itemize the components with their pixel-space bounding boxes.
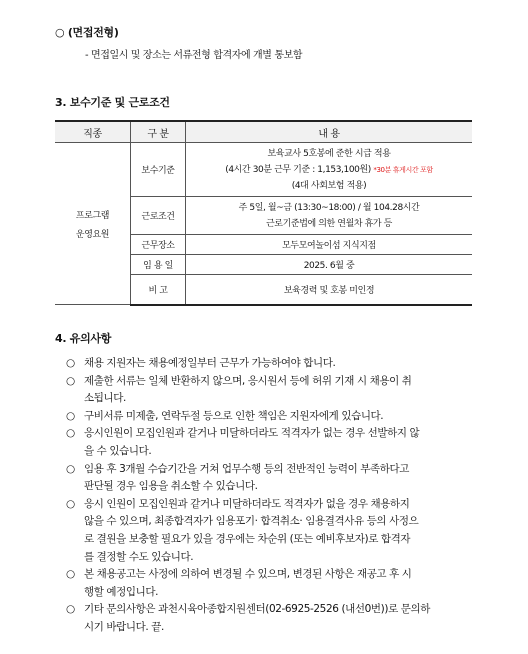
section3-heading: 3. 보수기준 및 근로조건 — [55, 96, 170, 109]
content-line-wrap — [186, 162, 472, 178]
interview-note: - 면접일시 및 장소는 서류전형 합격자에 개별 통보함 — [85, 50, 303, 61]
note-line — [66, 408, 486, 426]
note-line — [66, 566, 486, 584]
note-line — [66, 373, 486, 391]
circle-bullet: ○ — [66, 497, 75, 510]
note-line — [66, 461, 486, 479]
content-line: 주 5일, 월~금 (13:30~18:00) / 월 104.28시간 — [238, 202, 420, 213]
header-category: 구 분 — [131, 121, 186, 143]
note-text: 기타 문의사항은 과천시육아종합지원센터(02-6925-2526 (내선0번))로 문의하 — [84, 603, 430, 616]
row-content — [186, 143, 473, 197]
job-cell — [55, 143, 131, 305]
row-label: 임 용 일 — [131, 255, 186, 275]
note-text: 시기 바랍니다. 끝. — [84, 620, 164, 633]
note-line — [66, 390, 486, 408]
content-line: 근로기준법에 의한 연월차 휴가 등 — [266, 218, 392, 229]
note-text: 구비서류 미제출, 연락두절 등으로 인한 책임은 지원자에게 있습니다. — [84, 409, 384, 422]
circle-bullet: ○ — [66, 374, 75, 387]
note-text: 를 결정할 수도 있습니다. — [84, 550, 194, 563]
note-line — [66, 584, 486, 602]
note-text: 않을 수 있으며, 최종합격자가 임용포기· 합격취소· 임용결격사유 등의 사정으 — [84, 515, 419, 528]
circle-bullet: ○ — [66, 357, 75, 369]
note-text: 본 채용공고는 사정에 의하여 변경될 수 있으며, 변경된 사항은 재공고 후 시 — [84, 568, 412, 581]
note-line — [66, 355, 486, 373]
note-text: 로 결원을 보충할 필요가 있을 경우에는 차순위 (또는 예비후보자)로 합격자 — [84, 532, 411, 545]
job-line: 프로그램 — [75, 210, 110, 221]
row-label: 근로조건 — [131, 197, 186, 235]
note-text: 응시인원이 모집인원과 같거나 미달하더라도 적격자가 없는 경우 선발하지 않 — [84, 427, 420, 440]
note-line — [66, 443, 486, 461]
note-line — [66, 425, 486, 443]
note-text: 채용 지원자는 채용예정일부터 근무가 가능하여야 합니다. — [84, 357, 336, 369]
section4-heading: 4. 유의사항 — [55, 332, 112, 345]
note-text: 을 수 있습니다. — [84, 444, 152, 457]
content-line: (4대 사회보험 적용) — [291, 180, 367, 191]
header-job: 직종 — [55, 121, 131, 143]
circle-bullet: ○ — [66, 427, 75, 440]
interview-heading: ○ (면접전형) — [55, 26, 119, 39]
circle-bullet: ○ — [66, 603, 75, 616]
note-line — [66, 601, 486, 619]
note-line — [66, 549, 486, 567]
note-line — [66, 619, 486, 637]
note-text: 행할 예정입니다. — [84, 585, 159, 598]
row-content: 보육경력 및 호봉 미인정 — [186, 275, 473, 305]
row-label: 보수기준 — [131, 143, 186, 197]
row-label: 비 고 — [131, 275, 186, 305]
note-line — [66, 478, 486, 496]
note-text: 소됩니다. — [84, 392, 126, 405]
note-text: 응시 인원이 모집인원과 같거나 미달하더라도 적격자가 없을 경우 채용하지 — [84, 497, 410, 510]
table-header-row — [55, 121, 472, 143]
note-text: 판단될 경우 임용을 취소할 수 있습니다. — [84, 480, 258, 493]
circle-bullet: ○ — [66, 462, 75, 475]
note-text: 임용 후 3개월 수습기간을 거쳐 업무수행 등의 전반적인 능력이 부족하다고 — [84, 462, 410, 475]
table-row — [55, 143, 472, 197]
circle-bullet: ○ — [66, 568, 75, 581]
header-content: 내 용 — [186, 121, 473, 143]
content-line: 보육교사 5호봉에 준한 시급 적용 — [267, 148, 391, 159]
note-line — [66, 496, 486, 514]
notes-list — [66, 355, 486, 637]
note-line — [66, 513, 486, 531]
row-content: 모두모여놀이섬 지식지점 — [186, 235, 473, 255]
row-label: 근무장소 — [131, 235, 186, 255]
note-line — [66, 531, 486, 549]
note-text: 제출한 서류는 일체 반환하지 않으며, 응시원서 등에 허위 기재 시 채용이 취 — [84, 374, 412, 387]
row-content — [186, 197, 473, 235]
break-time-note: *30분 휴게시간 포함 — [373, 165, 433, 174]
row-content: 2025. 6월 중 — [186, 255, 473, 275]
content-line: (4시간 30분 근무 기준 : 1,153,100원) — [225, 164, 371, 175]
job-line: 운영요원 — [75, 229, 110, 240]
circle-bullet: ○ — [66, 409, 75, 422]
conditions-table — [55, 120, 472, 306]
